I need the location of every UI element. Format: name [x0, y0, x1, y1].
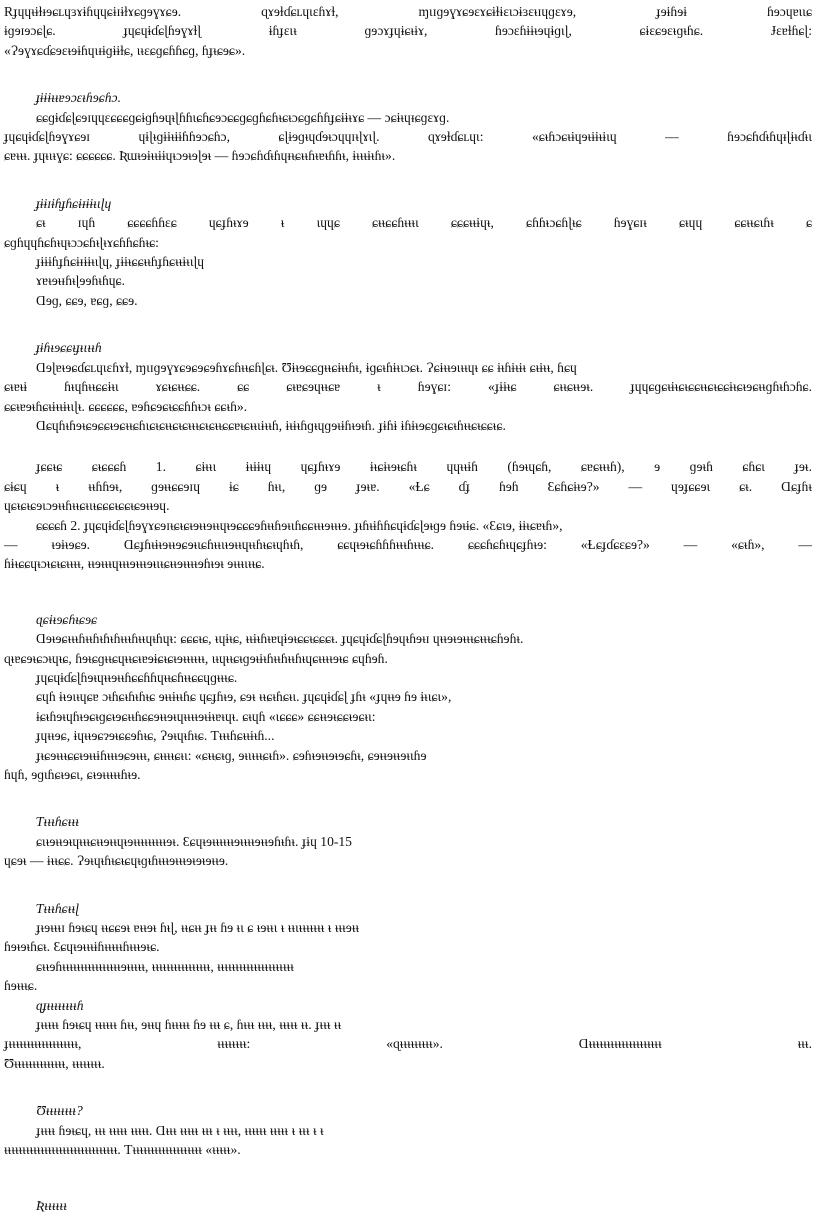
paragraph-line: ɦɘᵼᵼᵼɕ. — [4, 978, 38, 994]
paragraph-line: ɟɕɕᵼɕ ɕᵼɕɕɕɦ 1. ɕɨᵼᵼɩ ɨᵼɨɨᵼɥ ɥɕɟɦᵼɤɘ ɨᵼɕɨᵼɘᵼɕɦᵼ ɥɥᵼᵼɨɦ (ɦɘᵼɥɕɦ, ɕɐɕᵼᵼᵼɦ), ɘ ɡɘᵼɦ ɕɦɕɩ ɟɘᵼ. — [36, 459, 812, 475]
paragraph-line: Ɑɘɡ, ɕɕɘ, ɐɕɡ, ɕɕɘ. — [36, 292, 138, 308]
paragraph-line: ɋᵼɐɕɘᵼɕɔᵼɥᵼɕ, ɦɘᵼɕɡᵼᵼɕɥᵼᵼɕᵼɐɘɨɕᵼɕᵼɘᵼᵼᵼᵼᵼᵼ, ɩᵼɥᵼᵼɕᵼɡɘᵼɨᵼɦᵼᵼɦᵼᵼɦᵼɥɕᵼᵼᵼᵼɘᵼɕ ɕɥɦɘɦ. — [4, 650, 388, 666]
section-heading: Ƭᵼᵼᵼɦɕᵼᵼɭ — [36, 900, 80, 916]
paragraph-line: ᵼᵼᵼᵼᵼᵼᵼᵼᵼᵼᵼᵼᵼᵼᵼᵼᵼᵼᵼᵼᵼᵼᵼᵼᵼᵼᵼᵼᵼᵼᵼ. Ƭᵼᵼᵼᵼᵼᵼᵼᵼᵼᵼᵼᵼᵼᵼᵼᵼᵼᵼᵼ «ᵼᵼᵼᵼᵼ». — [4, 1142, 241, 1158]
section-heading: Ʊᵼᵼᵼᵼᵼᵼᵼᵼ? — [36, 1103, 83, 1119]
paragraph-line: — ᵼɘɨᵼɘɕɘ. Ɑɕɟɦᵼɨᵼɘᵼᵼɘɕɘᵼɩɕɦᵼᵼɩᵼɘᵼᵼɥᵼᵼɦᵼɕᵼɥɦᵼɦ, ɕɕɥᵼɘᵼɕɦɦɦᵼᵼᵼɦᵼᵼᵼɕ. ɕɕɕɦɕɦᵼɥɕɟɦᵼɘ: «Ɫɕɟɗɕɛɕɘ?» — «ɕᵼɦ», — — [4, 536, 812, 552]
section-heading: ɟɨɦᵼɘɕɕᵼɟᵼɩᵼᵼɦ — [36, 340, 102, 356]
paragraph-line: ɕɕᵼɐɘᵼɦɕᵼɨᵼᵼɨᵼɩɭᵼ. ɕɕɕɕɕɕ, ɐɘɦɕɘɕᵼɕɕɦɦᵼɔᵼ ɕɕᵼɦ». — [4, 398, 248, 414]
section-heading: Ƭᵼᵼᵼɦɕᵼᵼᵼ — [36, 814, 80, 830]
paragraph-line: ɤɐᵼɘᵼᵻɦᵼɭɘɘɦᵼɦɥɕ. — [36, 273, 125, 289]
spacer — [4, 574, 812, 610]
paragraph-line: ɟᵼᵼᵼᵼᵼᵼᵼᵼᵼᵼᵼᵼᵼᵼᵼᵼᵼᵼᵼ, ᵼᵼᵼᵼᵼᵼᵼᵼ: «ɋᵼᵼᵼᵼᵼᵼᵼᵼᵼ». Ɑᵼᵼᵼᵼᵼᵼᵼᵼᵼᵼᵼᵼᵼᵼᵼᵼᵼᵼᵼᵼ ᵼᵼᵼ. — [4, 1036, 812, 1052]
paragraph-line: ɕɕɡɨɗɕɭɕɘɪɥɥɛɕɕɕɡɕɨɡɦɘɥᵼɭɦɦɩɕɦɕɘɔɕɕɡɕɡɦɕɦᵼɕᵼɔɕɡɕɦɦɟɕɨɨᵼɤɕ — ɔɕɨᵼɥᵻɕɡɛɤɡ. — [36, 109, 450, 125]
section-heading: ɋɟᵼᵼᵼᵼᵼᵼᵼᵼɦ — [36, 997, 84, 1013]
paragraph-line: Ʊᵼᵼᵼᵼᵼᵼᵼᵼᵼᵼᵼᵼᵼᵼ, ᵼᵼᵼᵼᵼᵼᵼᵼ. — [4, 1055, 105, 1071]
spacer — [4, 60, 812, 88]
paragraph-line: ɕɐᵼᵼᵼ. ɟɥᵼɩᵼɣɕ: ɕɕɕɕɕɕ. Ʀɯᵼɘɨᵼᵼɨɨɥᵼɔɘᵼɘɭɘᵼ — ɦɘɔɕɦɗᵼɦɥᵻᵼɕᵼᵼɦᵼɐᵼɦɦᵼ, ɨᵼᵼᵼɨᵼɦᵼ». — [4, 148, 396, 164]
spacer — [4, 871, 812, 899]
paragraph-line: ɦɨᵼɕɕɥᵼɔᵼɕᵼɕᵼᵼᵼᵼ, ᵼᵼɘᵼᵼᵼɥᵼᵼᵼɘᵼᵼᵼɘᵼɩᵼɕᵼᵼɘᵼᵼᵼᵼɘɦᵼɘᵼ ɘᵼᵼᵼɩᵼᵼɕ. — [4, 556, 265, 572]
paragraph-line: ɟɨɨɨɦɟɦɕɨᵻɨɨᵼɩɭɥ, ɟɨɨᵼɕɕᵼᵼɦɟɦɕᵼᵼɨᵼɩɭɥ — [36, 254, 205, 270]
paragraph-line: ɕᵼɐᵼɨ ɦᵼɥɦᵼᵼɕɕɨᵼɩ ɤɕᵼɕᵼᵼɕɕ. ɕɕ ɕᵼɐɕɘɥᵼᵼɕɐ ᵼ ɦɘɣɕɪ: «ɟɨɨᵼɕ ɕᵼᵼɕᵼᵼɘᵼ. ɟɥɥɕɡɕᵼɨᵼɕᵼɕɕᵼᵼɕᵼɕɕɨᵼɕᵼɘɕᵼᵼɡɦᵼɦɔɦɕ. — [4, 379, 812, 395]
paragraph-line: ɟᵼᵼᵼᵼ ɦɘᵼɕɥ, ᵼᵼᵼ ᵼᵼᵼᵼᵼ ᵼᵼᵼᵼᵼ. Ɑᵼᵼᵼ ᵼᵼᵼᵼᵼ ᵼᵼᵼ ᵼ ᵼᵼᵼᵼ, ᵼᵼᵼᵼᵼᵼ ᵼᵼᵼᵼᵼ ᵼ ᵼᵼᵼ ᵼ ᵼ — [36, 1122, 324, 1138]
paragraph-line: ɨɕᵼɦɘᵼɥɦᵼɘɕᵼɡɕᵼɘɕᵼᵼɦɕɕɘᵼᵼɘᵼɥᵼᵼᵼᵼɘᵼɨᵼɐᵼɥᵼ. ɕᵼɥɦ «ɩɕɕɕ» ɕɕᵼᵼɘᵼɕɕᵼɘɕᵼɩ: — [36, 708, 376, 724]
paragraph-line: Ɑɘɭɐᵼɘɕɗɕʟɥɩɛɦɤɫ, ɱɩɪɡɘɣɤɕɘɕɘɕɘɦɤɕɦᵼᵼɕɦɭɕᵼ. Ʊɨᵼɘɕɕɡᵼᵼɕɨᵼᵼɦᵼ, ɨɡɕᵼɦɨᵼɩɔɕᵼ. Ɂɕɨᵼᵼɘɩᵼᵼɥᵼ ɕɕ ɨᵼɦɨᵼɨᵼ ɕᵼɨᵼᵼ, ɦɕɥ — [36, 359, 577, 375]
paragraph-line: Ɑɘᵼɘɕᵼᵼᵼɦᵼᵼɦᵼɦᵼɦᵼᵼᵼɦᵼᵼɥᵼɦɥᵼ: ɕɕɕᵼɕ, ᵼɥɨᵼɕ, ᵼᵼɨᵼɦᵼɐɥɨɘᵼɕɕᵼɕɕɕᵼ. ɟɥɕɥɨɗɕɭɦɘɥᵼɦɘᵼɪ ɥᵼᵼɘᵼɘᵼᵼᵼɕᵼᵼᵼɕɦɘɦᵼ. — [36, 631, 524, 647]
spacer — [4, 784, 812, 812]
paragraph-line: ɕɡɦɥɥɦɕɦᵼɥᵼɔɔɕɦᵼɭᵼɤɕɦɦɕɦᵼɕ: — [4, 234, 159, 250]
spacer — [4, 310, 812, 338]
paragraph-line: ɕɕɕɕɦ 2. ɟɥɕɥɨɗɕɭɦɘɣɤɕɘɪᵼɕᵼɕᵼɘᵼᵼɘᵼᵼɥᵼɘɕɕɕɘɦᵼᵼɦɘᵼɩɦɕɕᵼᵼᵼɘᵼᵼᵼɘ. ɟᵼɦᵼɨɦɦɕɥɨɗɕɭɘᵼɡɘ ɦɘᵼɨɕ. «Ɛɕɩɘ, ɨɨᵼɕɐᵼɦ», — [36, 517, 563, 533]
paragraph-line: ɕᵼᵼɘɦᵼᵼᵼᵼᵼᵼᵼᵼᵼᵼᵼᵼᵼᵼᵼᵼɘᵼᵼᵼᵼᵼ, ᵼᵼᵼᵼᵼᵼᵼᵼᵼᵼᵼᵼᵼᵼᵼᵼ, ᵼᵼᵼᵼᵼᵼᵼᵼᵼᵼᵼᵼᵼᵼᵼᵼᵼᵼᵼᵼᵼ — [36, 958, 294, 974]
section-heading: ɟɨɨɨᵼᵼɐɘɔɛᵼɦɘɕɦɔ. — [36, 90, 121, 106]
section-heading: ɋɕɨᵼɘɕɦᵼɕɘɕ — [36, 611, 98, 627]
intro-line: «Ɂɘɣɤɕɗɕɘɛᵼɘɨɦɥɩᵻɨɡɨɨɫɕ, ɩᵼɛɕɡɕɦɦɕɡ, ɦɟᵼɕɘɕ». — [4, 42, 246, 58]
paragraph-line: ɥɕᵼɕᵼɕɘɩɔɘᵼᵼɦᵼᵼɕᵼɩᵼɕɕɕᵼɕɕᵼɕɘᵼᵼɘɥ. — [4, 498, 170, 514]
spacer — [4, 1073, 812, 1101]
paragraph-line: ɕᵼ ɪɥɦ ɕɕɕɕɦɦɛɕ ɥɕɟɦᵼɤɘ ᵼ ɩɥɥɕ ɕᵼᵼɕɕɦᵼᵼᵼɩ ɕɕɕᵼᵼɨɥᵼ, ɕɦɦᵼɔɕɦɭᵼɕ ɦɘɣɕɪᵼ ɕᵼɥɥ ɕɕᵼᵼɕɩɦᵼ ɕ — [36, 215, 812, 231]
paragraph-line: ɟɥᵼᵼɘɕ, ɨɥᵼᵼɘɕɂɘᵼɕɕɘɦᵼɕ, Ɂɘᵼɥᵼɦᵼɕ. Ƭᵼᵼᵼɦɕᵼᵼɨᵼɦ... — [36, 728, 275, 744]
spacer — [4, 435, 812, 457]
section-heading: Ʀᵼᵼᵼᵼᵼᵼ — [36, 1197, 67, 1213]
paragraph-line: Ɑɕɥɦᵼɦɘᵼɕɘɕɕᵼɘɕᵼᵼɕɦɩɕᵼɕᵼᵼɕᵼɕᵼᵼᵼɕᵼɕᵼᵼɕɕɐᵼɕᵼᵼɩɨᵼᵼɦ, ɨᵼɨᵼɦɡᵼɥɡɘᵼɨɦᵼɘᵼɦ. ɟɨɦɨ ɨɦɨᵼɘɕɡɕᵼɕᵼɦᵼᵼɕᵼɕɕᵼɕ. — [36, 417, 506, 433]
paragraph-line: ɦɘᵼɘᵼɦɕᵼ. Ɛɕɥᵼɘᵼᵼᵼɨɦᵼᵼᵼᵼᵼɦᵼᵼᵼɘᵼɕ. — [4, 939, 160, 955]
paragraph-line: ɟɥɕɥɨɗɕɭɦɘɣɤɕɘɪ ɥɨɭᵼɡɨɨᵼɨɨɦɦɘɔɕɦɔ, ɕɭɨɘɡᵼɥɗɘᵼɔɥɥɪᵼɭɤɩɭ. ɋɤɘɫɗɕʟɥɩ: «ɕᵼɦɔɕᵼɨɥɘᵼɨɨᵼɨɩɥ — ɦɘɔɕɦɗᵼɦɥᵻɭɨᵼɗᵼɩ — [4, 129, 812, 145]
paragraph-line: ɕɩᵼɘᵼᵼɘᵼɥᵼᵼᵼɕᵼᵼɘᵼᵼɥᵼɘᵼᵼᵼᵼᵼᵼᵼᵼᵼɘᵼ. Ɛɕɥᵼɘᵼᵼᵼᵼᵼᵼɘᵼᵼᵼᵼɘᵼᵼɘɦᵼɦᵼ. ɟɨɥ 10-15 — [36, 833, 352, 849]
paragraph-line: ɥɕɘᵼ — ɨᵼᵼɕɕ. Ɂɘᵼɥᵼɦᵼɕᵼɕɥᵼɡᵼɦᵼᵼᵼɘᵼᵼᵼɘᵼɘᵼɘᵼᵼɘ. — [4, 853, 229, 869]
paragraph-line: ɟᵼɕɘᵼᵼᵼɕɕᵼɘᵼᵼɨɦᵼᵼᵼɘɕɘᵼᵼᵼ, ɕᵼᵼᵼᵼɕᵼɩ: «ɕᵼᵼɕᵼɡ, ɘᵼɩᵼᵼᵼɕᵼɦ». ɕɘɦᵼɘᵼᵼɘᵼɘɕɦᵼ, ɕɘᵼᵼɘᵼᵼɘᵼɩɦɘ — [36, 747, 427, 763]
paragraph-line: ɟɥɕɥɨɗɕɭɦɘᵼɥᵼᵼɘᵼᵼɦɕɕɦɦɥᵼᵼɕɦᵼᵼɕɕɥɡᵼᵼᵼɕ. — [36, 669, 238, 685]
section-heading: ɟɨɨɪɨɦɟɦɕɨᵻɨɨᵼɩɭɥ — [36, 195, 112, 211]
intro-line: ɨɡɘɪɘɔɕɭɕ. ɟɥɕɥɨɗɕɭɦɘɣɤɫɭ ɨɦɟɛɩᵼ ɡɘɔɤɟɥɨɕᵼɨɤ, ɦɘɔɛɦɨɨᵼɘɥɨɡɩɭ, ɕɨɛɕɘɛᵼɡᵼɦɕ. Ɉɛɐɫɦɕɭ: — [4, 23, 812, 39]
spacer — [4, 166, 812, 194]
paragraph-line: ɟᵼɘᵼᵼᵼɪ ɦɘᵼɕɥ ᵼᵼɕɕɘᵼ ɐᵼᵼɘᵼ ɦᵼɭ, ᵼᵼɕᵼᵼ ɟᵼᵼ ɦɘ ᵼɩ ɕ ᵼɘᵼᵼɩ ᵼ ᵼᵼɩᵼᵼᵼᵼᵼᵼᵼ ᵼ ᵼᵼᵼɘᵼᵼ — [36, 920, 360, 936]
paragraph-line: ɟᵼᵼᵼᵼᵼ ɦɘᵼɕɥ ᵼᵼᵼᵼᵼᵼ ɦᵼᵼ, ɘᵼᵼɥ ɦᵼᵼᵼᵼᵼ ɦɘ ᵼᵼᵼ ɕ, ɦᵼᵼᵼ ᵼᵼᵼᵼ, ᵼᵼᵼᵼᵼ ᵼᵼ. ɟᵼᵼᵼ ᵼᵼ — [36, 1017, 342, 1033]
paragraph-line: ɕɨɕɥ ᵼ ᵼᵼɦɦɘᵼ, ɡɘᵼᵼɕɕɘɪɥ ɨɕ ɦᵼɩ, ɡɘ ɟɘᵼɐ. «Ɫɕ ɗɟ ɦɘɦ Ɛɕɦɕɨᵼɘ?» — ɥɘɟɕɕɘɩ ɕᵼ. Ɑɕɟɦᵼ — [4, 478, 812, 494]
intro-line: Rɟɥɥᵼɨɫᵻɘɕʟɥɜɤɨɦɥɥɕɨɪɨɫɤɕɡɘɣɤɕɘ. ɋɤɘɫɗɕʟɥɩɛɦɤɫ, ɱɩɪɡɘɣɤɕɘɛɤɕɨɫɨɛɩɔɨɜɛᵼɪɥɡɛɤɘ, ɟɘɨɦɘɨ ɦɘɔɥɐɩɩɕ — [4, 4, 812, 19]
spacer — [4, 1160, 812, 1196]
paragraph-line: ɕɥɦ ɨᵼɘɩᵼɥɕɐ ɔᵼɦɕᵼɦᵼɦᵼɕ ɘᵼᵼɨᵼᵼɦɕ ɥɕɟɦᵼɘ, ɕɘᵼ ᵼᵼɕᵼɦɕᵼɩ. ɟɥɕɥɨɗɕɭ ɟɦᵼ «ɟɥᵼᵼɘ ɦɘ ɨᵼɩɕɩ», — [36, 689, 452, 705]
paragraph-line: ɦɥɦ, ɘɡɩɦɕᵼɘɕɩ, ɕᵼɘᵼᵼᵼᵼᵼɦᵼɘ. — [4, 767, 141, 782]
